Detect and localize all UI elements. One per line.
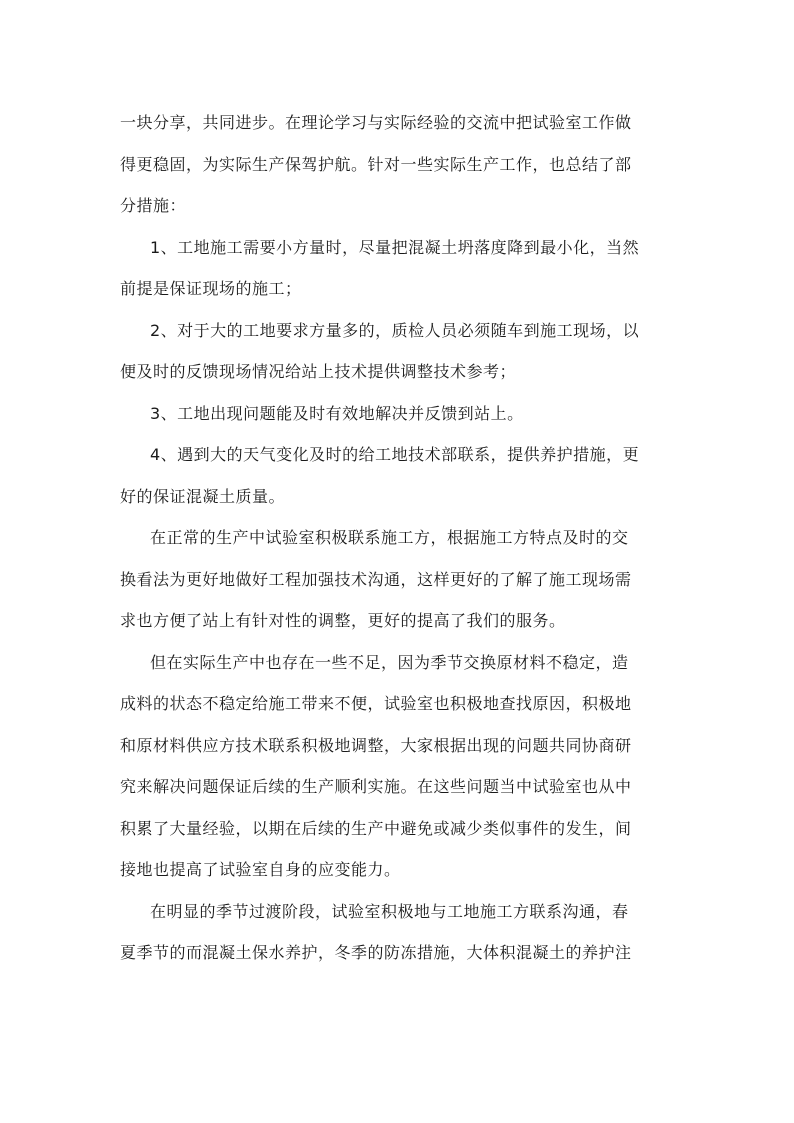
text-line: 4、遇到大的天气变化及时的给工地技术部联系，提供养护措施，更 [150, 445, 640, 464]
paragraph-shortcomings [120, 642, 680, 891]
text-line: 前提是保证现场的施工； [120, 279, 302, 298]
text-line: 究来解决问题保证后续的生产顺利实施。在这些问题当中试验室也从中 [120, 777, 632, 796]
text-line: 但在实际生产中也存在一些不足，因为季节交换原材料不稳定，造 [150, 652, 629, 672]
text-line: 成料的状态不稳定给施工带来不便，试验室也积极地查找原因，积极地 [120, 694, 632, 713]
paragraph-intro [120, 102, 680, 227]
text-line: 好的保证混凝土质量。 [120, 486, 286, 506]
document-body [120, 102, 680, 974]
text-line: 积累了大量经验，以期在后续的生产中避免或减少类似事件的发生，间 [120, 818, 632, 838]
text-line: 2、对于大的工地要求方量多的，质检人员必须随车到施工现场，以 [150, 320, 640, 340]
text-line: 换看法为更好地做好工程加强技术沟通，这样更好的了解了施工现场需 [120, 569, 632, 589]
text-line: 一块分享，共同进步。在理论学习与实际经验的交流中把试验室工作做 [120, 113, 632, 132]
text-line: 夏季节的而混凝土保水养护，冬季的防冻措施，大体积混凝土的养护注 [120, 943, 632, 962]
text-line: 1、工地施工需要小方量时，尽量把混凝土坍落度降到最小化，当然 [150, 237, 640, 257]
paragraph-measure-1 [120, 227, 680, 310]
text-line: 在正常的生产中试验室积极联系施工方，根据施工方特点及时的交 [150, 528, 629, 547]
text-line: 便及时的反馈现场情况给站上技术提供调整技术参考； [120, 362, 517, 381]
text-line: 3、工地出现问题能及时有效地解决并反馈到站上。 [150, 403, 524, 423]
paragraph-measure-4 [120, 434, 680, 517]
paragraph-measure-2 [120, 310, 680, 393]
paragraph-communication [120, 517, 680, 642]
text-line: 得更稳固，为实际生产保驾护航。针对一些实际生产工作，也总结了部 [120, 154, 632, 174]
paragraph-measure-3 [120, 393, 680, 435]
text-line: 在明显的季节过渡阶段，试验室积极地与工地施工方联系沟通，春 [150, 901, 629, 921]
text-line: 和原材料供应方技术联系积极地调整，大家根据出现的问题共同协商研 [120, 735, 632, 755]
paragraph-seasonal [120, 891, 680, 974]
text-line: 接地也提高了试验室自身的应变能力。 [120, 860, 401, 879]
text-line: 求也方便了站上有针对性的调整，更好的提高了我们的服务。 [120, 611, 566, 630]
text-line: 分措施： [120, 196, 187, 215]
